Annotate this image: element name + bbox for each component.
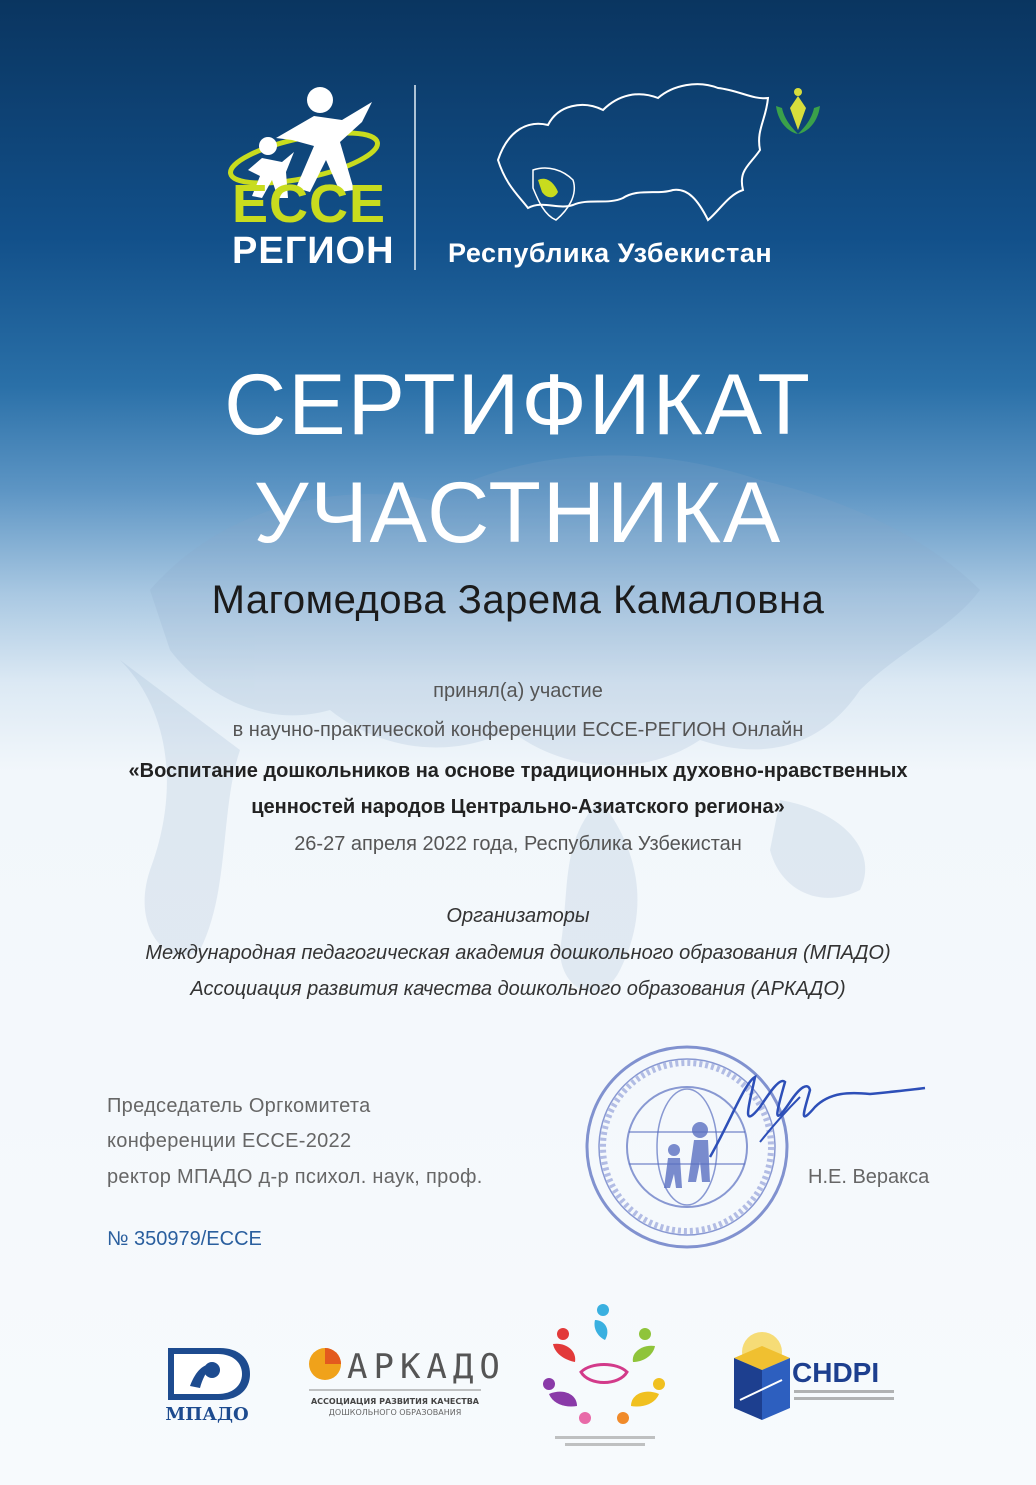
mpado-logo-text: МПАДО <box>165 1404 249 1425</box>
arkado-logo <box>305 1342 506 1427</box>
country-label: Республика Узбекистан <box>448 238 773 268</box>
arkado-sub-text1: АССОЦИАЦИЯ РАЗВИТИЯ КАЧЕСТВА <box>310 1397 480 1406</box>
central-asia-alliance-flower-logo <box>535 1300 675 1450</box>
participant-name: Магомедова Зарема Камаловна <box>211 578 825 622</box>
date-place-text: 26-27 апреля 2022 года, Республика Узбекистан <box>294 833 742 855</box>
participated-text: принял(а) участие <box>433 680 603 702</box>
signer-name: Н.Е. Веракса <box>808 1166 930 1188</box>
signer-position-line3: ректор МПАДО д-р психол. наук, проф. <box>107 1166 483 1188</box>
chdpi-institute-logo <box>722 1330 902 1425</box>
ecce-logo-text: ECCE <box>232 174 387 234</box>
certificate-number: № 350979/ECCE <box>107 1228 262 1250</box>
signer-position-line2: конференции ECCE-2022 <box>107 1130 352 1152</box>
arkado-logo-text: АРКАДО <box>347 1347 506 1387</box>
organizers-heading: Организаторы <box>446 905 590 927</box>
header <box>0 60 1036 290</box>
region-logo-text: РЕГИОН <box>232 230 395 272</box>
mpado-logo <box>160 1340 255 1425</box>
arkado-sub-text2: ДОШКОЛЬНОГО ОБРАЗОВАНИЯ <box>328 1408 462 1417</box>
uzbekistan-emblem-icon <box>768 82 828 142</box>
topic-line2: ценностей народов Центрально-Азиатского региона» <box>251 796 785 818</box>
header-divider <box>414 85 416 270</box>
organizer-item: Международная педагогическая академия дошкольного образования (МПАДО) <box>145 942 891 964</box>
signer-position-line1: Председатель Оргкомитета <box>107 1095 371 1117</box>
topic-line1: «Воспитание дошкольников на основе традиционных духовно-нравственных <box>128 760 908 782</box>
organizer-item: Ассоциация развития качества дошкольного образования (АРКАДО) <box>190 978 846 1000</box>
event-text: в научно-практической конференции ECCE-РЕГИОН Онлайн <box>232 719 804 741</box>
chdpi-logo-text: CHDPI <box>792 1357 880 1388</box>
russia-map-outline-icon <box>488 70 778 230</box>
certificate-title-line2: УЧАСТНИКА <box>253 465 783 561</box>
certificate-title-line1: СЕРТИФИКАТ <box>224 357 812 453</box>
handwritten-signature <box>700 1062 930 1172</box>
